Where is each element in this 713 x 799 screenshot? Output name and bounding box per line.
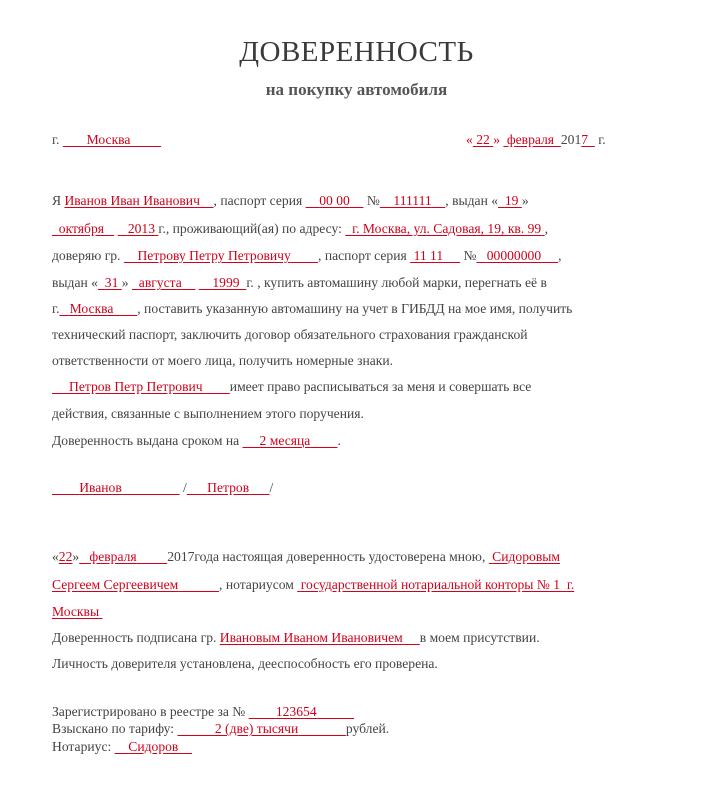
notary-line-5: Личность доверителя установлена, дееспособность его проверена.: [52, 656, 438, 671]
target-city: Москва: [69, 301, 114, 316]
city-prefix: г.: [52, 132, 60, 147]
date-line: « 22 » февраля 2017 г.: [466, 132, 606, 147]
notary-name-2: Сергеем Сергеевичем: [52, 577, 179, 592]
issue-month: октября: [58, 221, 104, 236]
agent-number: 00000000: [486, 248, 542, 263]
agent-signature: Петров: [207, 480, 250, 495]
date-day: 22: [476, 132, 490, 147]
notary-line-1: «22» февраля 2017года настоящая доверенность удостоверена мною, Сидоровым: [52, 549, 560, 564]
notary-line-2: Сергеем Сергеевичем , нотариусом государственной нотариальной конторы № 1 г.: [52, 577, 575, 592]
notary-year: 2017: [167, 549, 195, 564]
agent-name-nominative: Петров Петр Петрович: [69, 379, 203, 394]
body-line-10: Доверенность выдана сроком на 2 месяца .: [52, 433, 341, 448]
date-year-last: 7: [581, 132, 589, 147]
body-line-3: доверяю гр. Петрову Петру Петровичу , паспорт серия 11 11 № 00000000 ,: [52, 248, 562, 263]
notary-day: 22: [58, 549, 73, 564]
body-line-5: г. Москва , поставить указанную автомашину на учет в ГИБДД на мое имя, получить: [52, 301, 573, 316]
notary-line-3: [52, 603, 102, 621]
notary-signature-line: Нотариус: Сидоров: [52, 738, 192, 756]
principal-name: Иванов Иван Иванович: [64, 193, 200, 208]
date-month: февраля: [506, 132, 555, 147]
issue-year: 2013: [127, 221, 155, 236]
agent-issue-month: августа: [138, 275, 182, 290]
term-field: 2 месяца: [259, 433, 311, 448]
registry-line: Зарегистрировано в реестре за № 123654: [52, 703, 354, 721]
notary-office-2: Москвы: [52, 604, 100, 619]
body-line-8: Петров Петр Петрович имеет право расписываться за меня и совершать все: [52, 378, 531, 396]
passport-series: 00 00: [319, 193, 350, 208]
signatures-line: Иванов / Петров /: [52, 479, 273, 497]
agent-name-dative: Петрову Петру Петровичу: [137, 248, 291, 263]
fee-field: 2 (две) тысячи: [214, 721, 299, 736]
body-line-7: ответственности от моего лица, получить номерные знаки.: [52, 353, 394, 368]
body-line-2: октября 2013 г., проживающий(ая) по адресу: г. Москва, ул. Садовая, 19, кв. 99 ,: [52, 220, 548, 238]
notary-name-1: Сидоровым: [492, 549, 560, 564]
fee-line: Взыскано по тарифу: 2 (две) тысячи рублей.: [52, 721, 390, 736]
city-field: Москва: [86, 132, 131, 147]
body-line-6: технический паспорт, заключить договор обязательного страхования гражданской: [52, 327, 528, 342]
body-line-1: Я Иванов Иван Иванович , паспорт серия 00 00 № 111111 , выдан « 19 »: [52, 193, 529, 208]
notary-signature: Сидоров: [128, 739, 179, 754]
notary-office-1: государственной нотариальной конторы № 1 г.: [300, 577, 575, 592]
agent-issue-day: 31: [104, 275, 119, 290]
body-line-9: действия, связанные с выполнением этого поручения.: [52, 406, 364, 421]
body-line-4: выдан « 31 » августа 1999 г. , купить автомашину любой марки, перегнать её в: [52, 275, 547, 290]
registry-number: 123654: [275, 704, 317, 719]
notary-month: февраля: [89, 549, 137, 564]
page-subtitle: на покупку автомобиля: [265, 80, 448, 99]
agent-series: 11 11: [413, 248, 444, 263]
date-year-prefix: 201: [560, 132, 582, 147]
place-line: [52, 131, 161, 149]
passport-number: 111111: [393, 193, 432, 208]
signer-name: Ивановым Иваном Ивановичем: [219, 630, 403, 645]
notary-line-4: Доверенность подписана гр. Ивановым Иваном Ивановичем в моем присутствии.: [52, 630, 540, 645]
address: г. Москва, ул. Садовая, 19, кв. 99: [352, 221, 542, 236]
agent-issue-year: 1999: [212, 275, 240, 290]
issue-day: 19: [504, 193, 519, 208]
principal-signature: Иванов: [79, 480, 122, 495]
page-title: ДОВЕРЕННОСТЬ: [239, 36, 474, 68]
